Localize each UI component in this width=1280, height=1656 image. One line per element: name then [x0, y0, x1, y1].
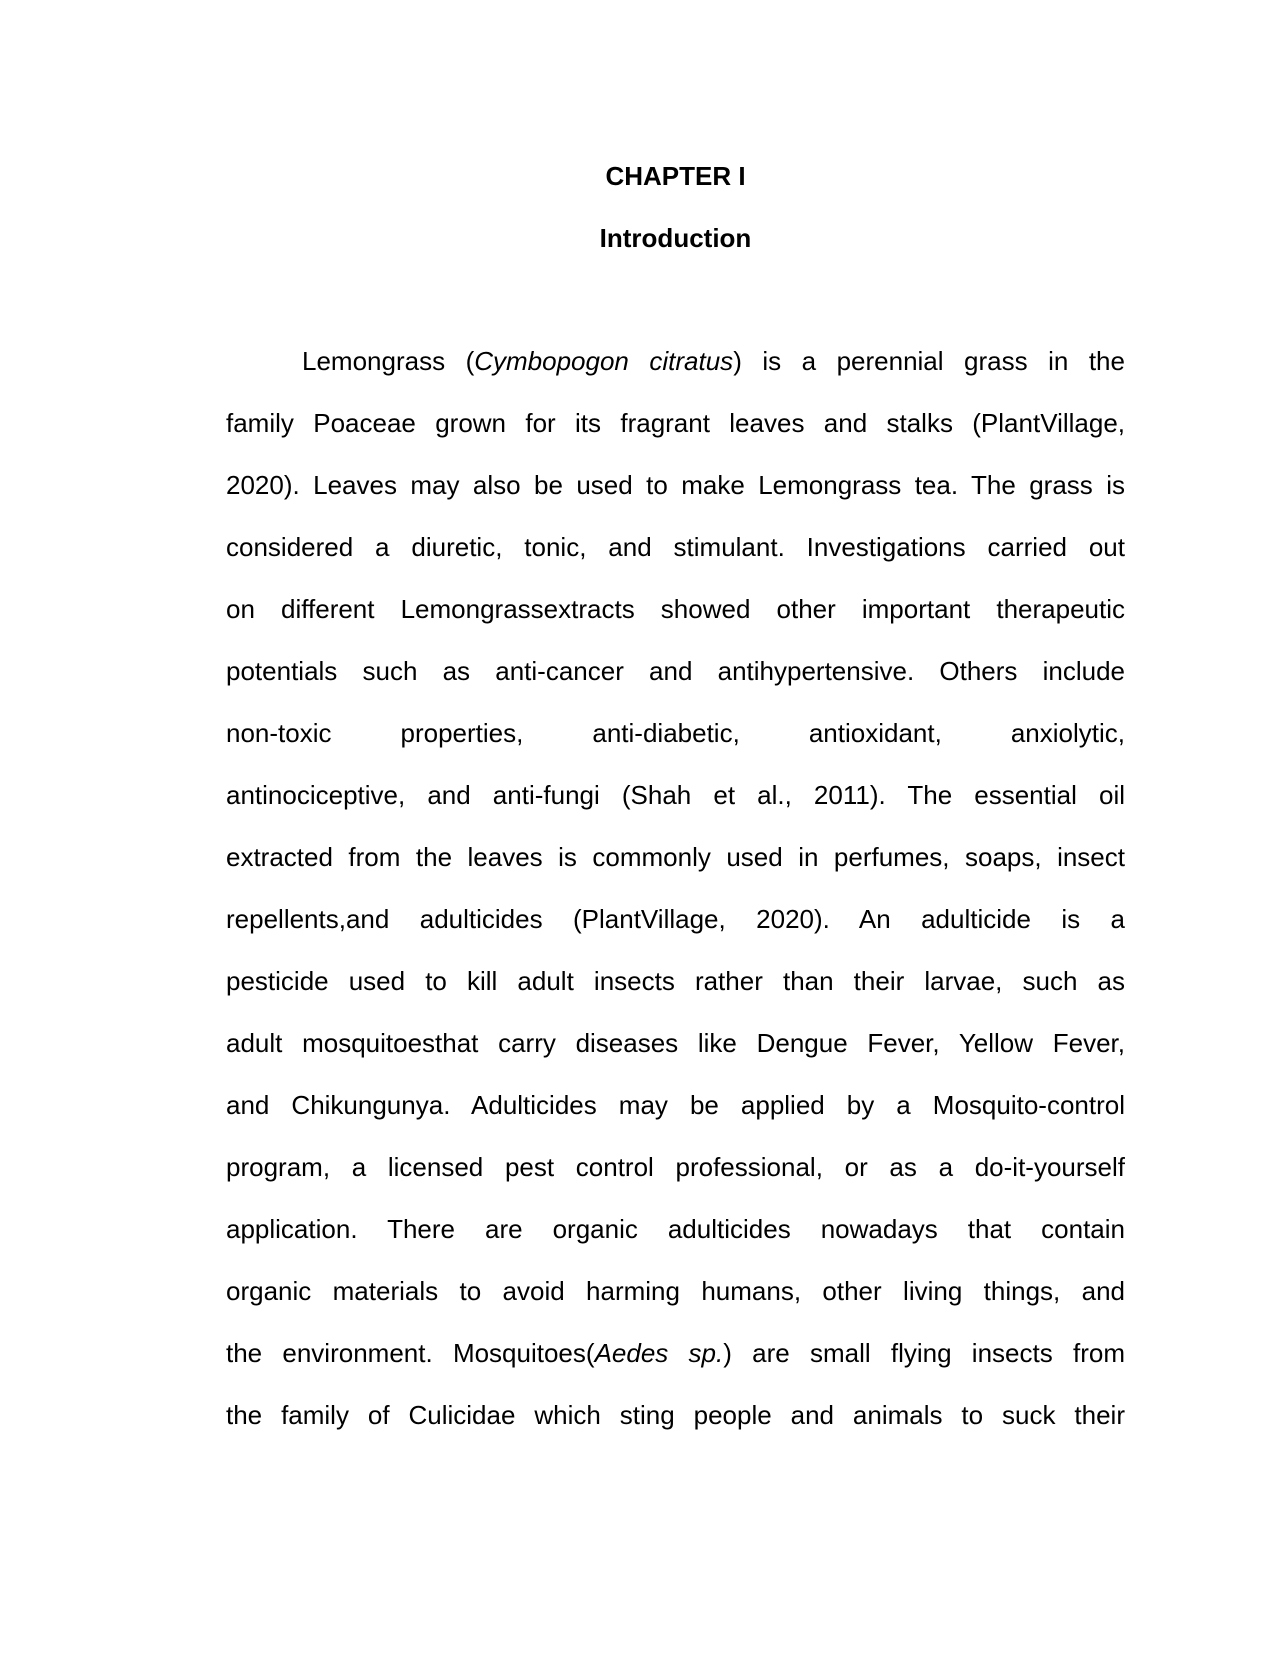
text-line [226, 702, 1125, 764]
text-run: Lemongrass ( [302, 346, 475, 376]
text-run: 2020). Leaves may also be used to make Lemongrass tea. The grass is [226, 470, 1125, 500]
body-paragraph [226, 330, 1125, 1446]
text-line [226, 1136, 1125, 1198]
text-run: organic materials to avoid harming humans, other living things, and [226, 1276, 1125, 1306]
text-run: ) is a perennial grass in the [733, 346, 1125, 376]
text-line [226, 1074, 1125, 1136]
text-run: ) are small flying insects from [723, 1338, 1125, 1368]
text-run: on different Lemongrassextracts showed other important therapeutic [226, 594, 1125, 624]
section-heading: Introduction [599, 223, 752, 253]
text-block [226, 145, 1125, 1446]
chapter-heading: CHAPTER I [605, 161, 746, 191]
text-line [226, 1322, 1125, 1384]
text-run: pesticide used to kill adult insects rather than their larvae, such as [226, 966, 1125, 996]
text-run: the environment. Mosquitoes( [226, 1338, 595, 1368]
text-line [226, 392, 1125, 454]
text-run: the family of Culicidae which sting people and animals to suck their [226, 1400, 1125, 1430]
text-run: extracted from the leaves is commonly used in perfumes, soaps, insect [226, 842, 1125, 872]
text-line [226, 764, 1125, 826]
text-run: program, a licensed pest control professional, or as a do-it-yourself [226, 1152, 1125, 1182]
text-line [226, 826, 1125, 888]
text-line [226, 330, 1125, 392]
text-line [226, 640, 1125, 702]
text-run: non-toxic properties, anti-diabetic, antioxidant, anxiolytic, [226, 718, 1125, 748]
text-line [226, 516, 1125, 578]
text-run: adult mosquitoesthat carry diseases like Dengue Fever, Yellow Fever, [226, 1028, 1125, 1058]
italic-text-run: Aedes sp. [594, 1338, 724, 1368]
text-run: repellents,and adulticides (PlantVillage, 2020). An adulticide is a [226, 904, 1125, 934]
text-run: and Chikungunya. Adulticides may be applied by a Mosquito-control [226, 1090, 1125, 1120]
text-line [226, 888, 1125, 950]
text-run: potentials such as anti-cancer and antihypertensive. Others include [226, 656, 1125, 686]
text-run: antinociceptive, and anti-fungi (Shah et al., 2011). The essential oil [226, 780, 1125, 810]
text-run: family Poaceae grown for its fragrant leaves and stalks (PlantVillage, [226, 408, 1125, 438]
text-run: considered a diuretic, tonic, and stimulant. Investigations carried out [226, 532, 1125, 562]
text-line [226, 1198, 1125, 1260]
italic-text-run: Cymbopogon citratus [474, 346, 734, 376]
text-line [226, 1384, 1125, 1446]
text-run: application. There are organic adulticides nowadays that contain [226, 1214, 1125, 1244]
text-line [226, 454, 1125, 516]
text-line [226, 1260, 1125, 1322]
text-line [226, 1012, 1125, 1074]
text-line [226, 950, 1125, 1012]
text-line [226, 578, 1125, 640]
